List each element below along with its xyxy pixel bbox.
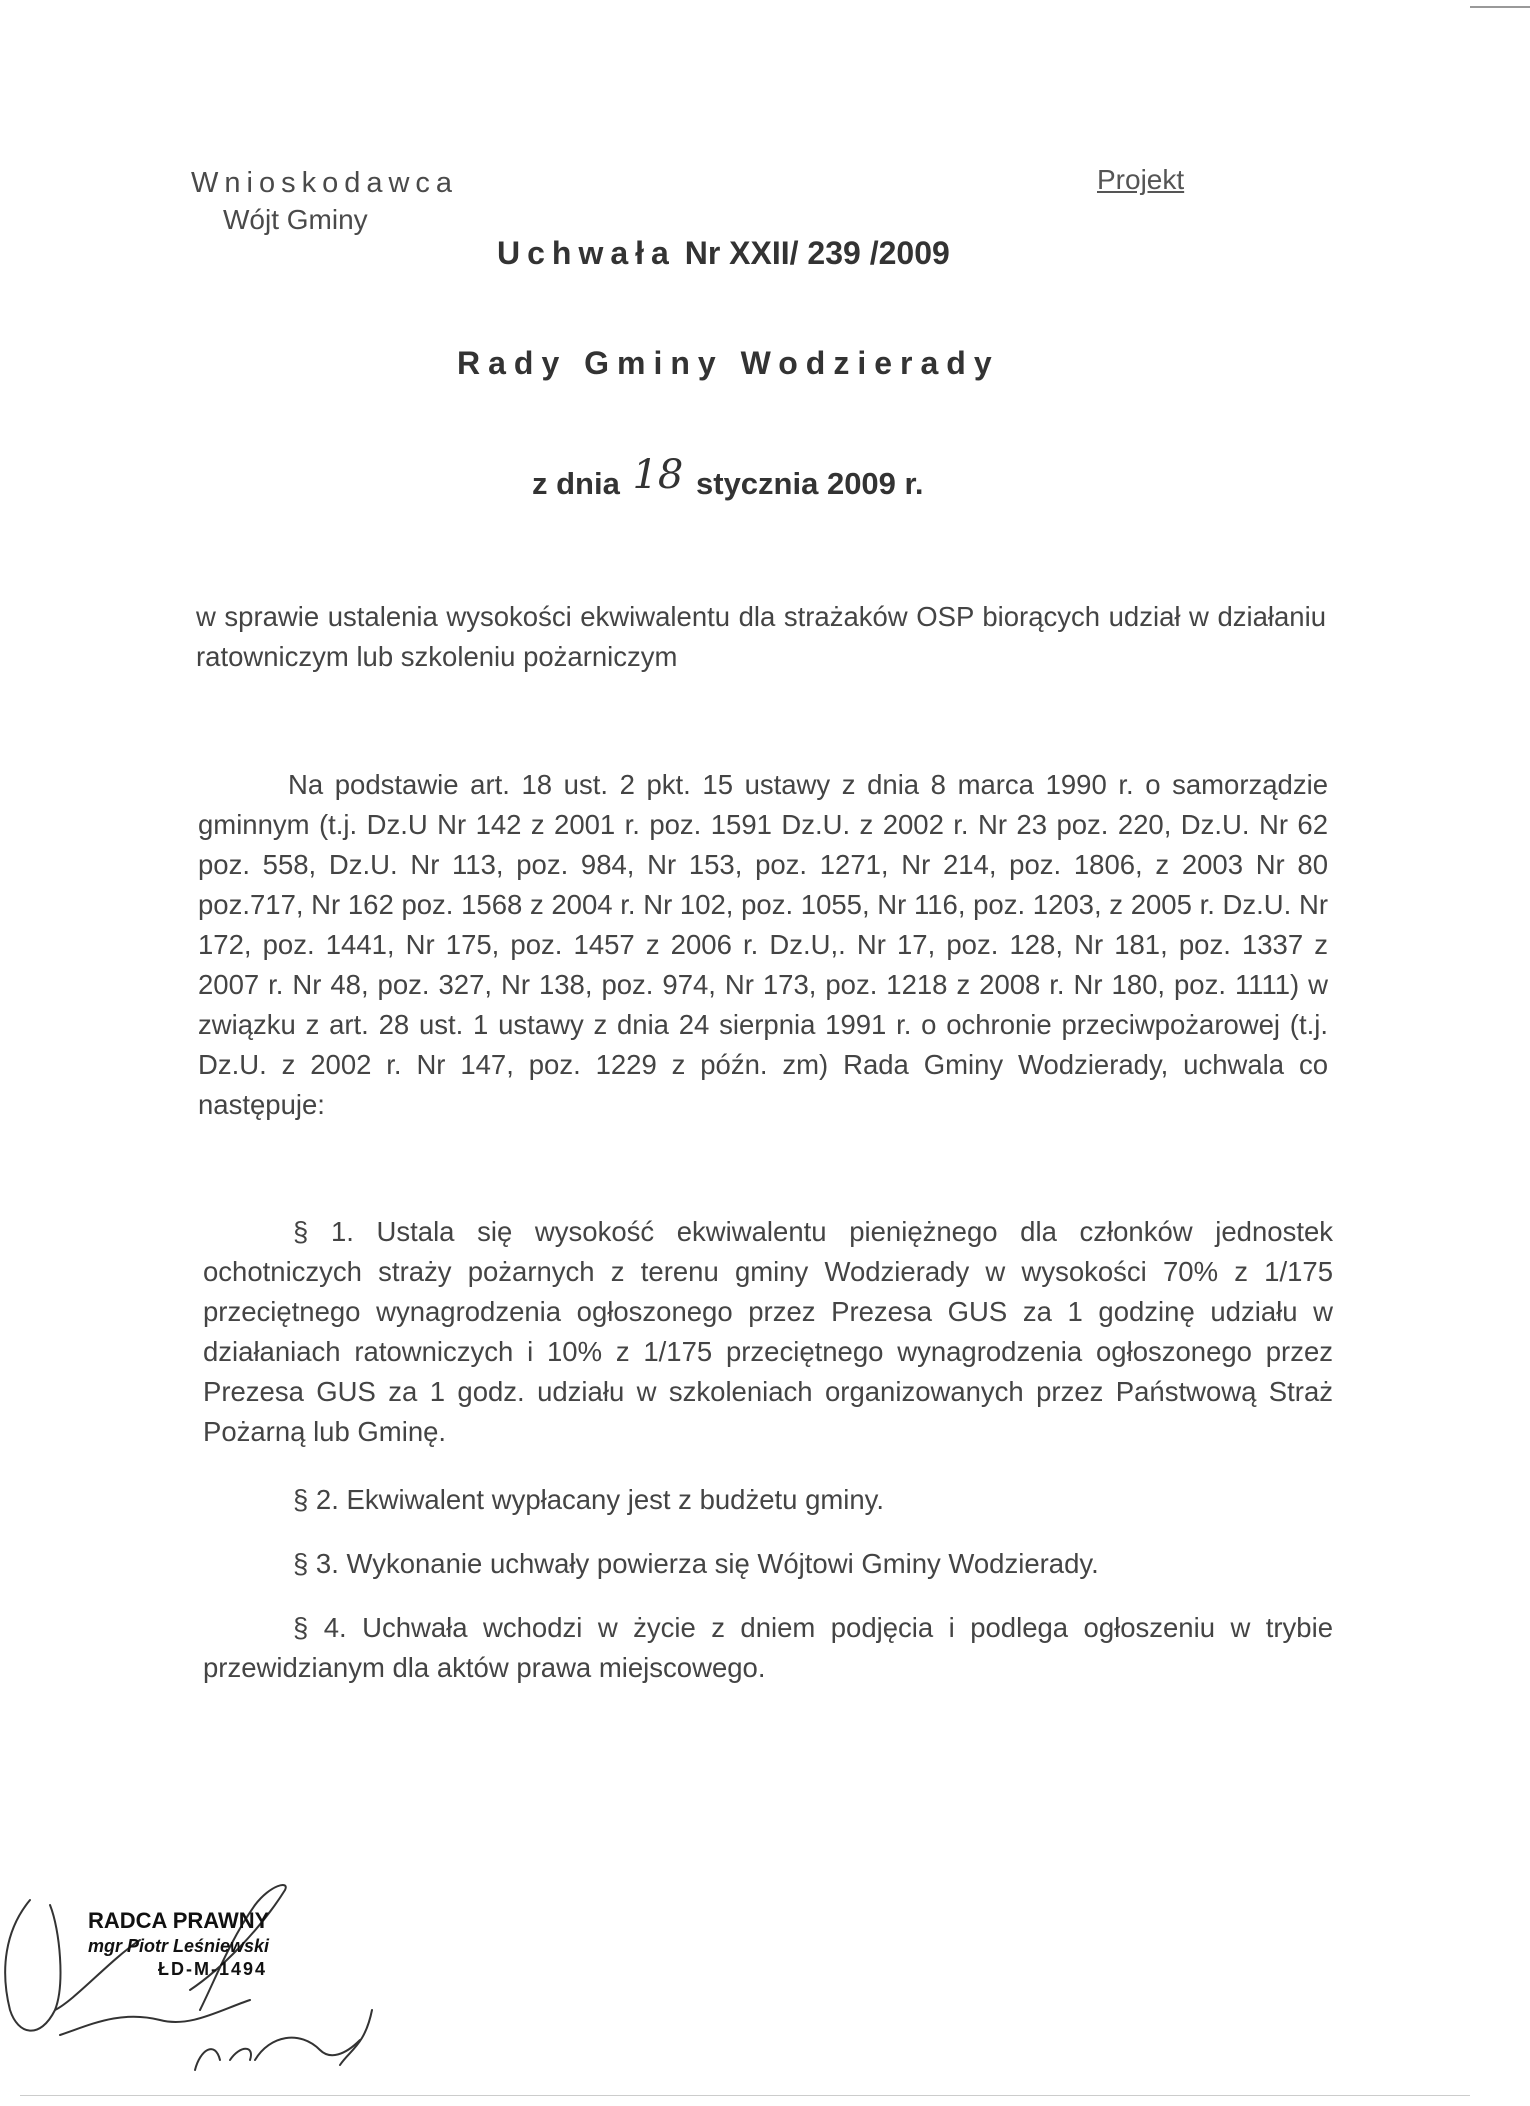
section-2: § 2. Ekwiwalent wypłacany jest z budżetu gminy.	[293, 1484, 885, 1515]
resolution-title	[497, 235, 950, 272]
date-day-handwritten: 18	[632, 452, 684, 498]
scan-edge-bottom	[20, 2095, 1470, 2096]
resolution-date	[532, 452, 924, 504]
resolution-subject: w sprawie ustalenia wysokości ekwiwalentu dla strażaków OSP biorących udział w działaniu ratowniczym lub szkoleniu pożarniczym	[196, 601, 1326, 672]
draft-label: Projekt	[1097, 164, 1185, 195]
applicant-label: Wnioskodawca	[191, 167, 459, 199]
section-1: § 1. Ustala się wysokość ekwiwalentu pieniężnego dla członków jednostek ochotniczych straży pożarnych z terenu gminy Wodzierady w wysokości 70% z 1/175 przeciętnego wynagrodzenia ogłoszonego przez Prezesa GUS za 1 godzinę udziału w działaniach ratowniczych i 10% z 1/175 przeciętnego wynagrodzenia ogłoszonego przez Prezesa GUS za 1 godz. udziału w szkoleniach organizowanych przez Państwową Straż Pożarną lub Gminę.	[203, 1216, 1333, 1447]
applicant-name: Wójt Gminy	[223, 204, 368, 235]
resolution-word: Uchwała	[497, 235, 676, 271]
council-name: Rady Gminy Wodzierady	[457, 345, 1000, 381]
section-4: § 4. Uchwała wchodzi w życie z dniem podjęcia i podlega ogłoszeniu w trybie przewidzianym dla aktów prawa miejscowego.	[203, 1612, 1333, 1683]
resolution-number: Nr XXII/ 239 /2009	[684, 235, 950, 271]
section-3: § 3. Wykonanie uchwały powierza się Wójtowi Gminy Wodzierady.	[293, 1548, 1099, 1579]
legal-basis: Na podstawie art. 18 ust. 2 pkt. 15 ustawy z dnia 8 marca 1990 r. o samorządzie gminnym (t.j. Dz.U Nr 142 z 2001 r. poz. 1591 Dz.U. z 2002 r. Nr 23 poz. 220, Dz.U. Nr 62 poz. 558, Dz.U. Nr 113, poz. 984, Nr 153, poz. 1271, Nr 214, poz. 1806, z 2003 Nr 80 poz.717, Nr 162 poz. 1568 z 2004 r. Nr 102, poz. 1055, Nr 116, poz. 1203, z 2005 r. Dz.U. Nr 172, poz. 1441, Nr 175, poz. 1457 z 2006 r. Dz.U,. Nr 17, poz. 128, Nr 181, poz. 1337 z 2007 r. Nr 48, poz. 327, Nr 138, poz. 974, Nr 173, poz. 1218 z 2008 r. Nr 180, poz. 1111) w związku z art. 28 ust. 1 ustawy z dnia 24 sierpnia 1991 r. o ochronie przeciwpożarowej (t.j. Dz.U. z 2002 r. Nr 147, poz. 1229 z późn. zm) Rada Gminy Wodzierady, uchwala co następuje:	[198, 769, 1328, 1120]
stamp-name: mgr Piotr Leśniewski	[88, 1936, 270, 1956]
date-rest: stycznia 2009 r.	[696, 466, 924, 501]
scan-edge-top	[1470, 6, 1530, 8]
date-prefix: z dnia	[532, 466, 620, 501]
legal-advisor-stamp	[88, 1908, 269, 1980]
stamp-title: RADCA PRAWNY	[88, 1908, 270, 1933]
stamp-number: ŁD-M-1494	[158, 1959, 268, 1979]
